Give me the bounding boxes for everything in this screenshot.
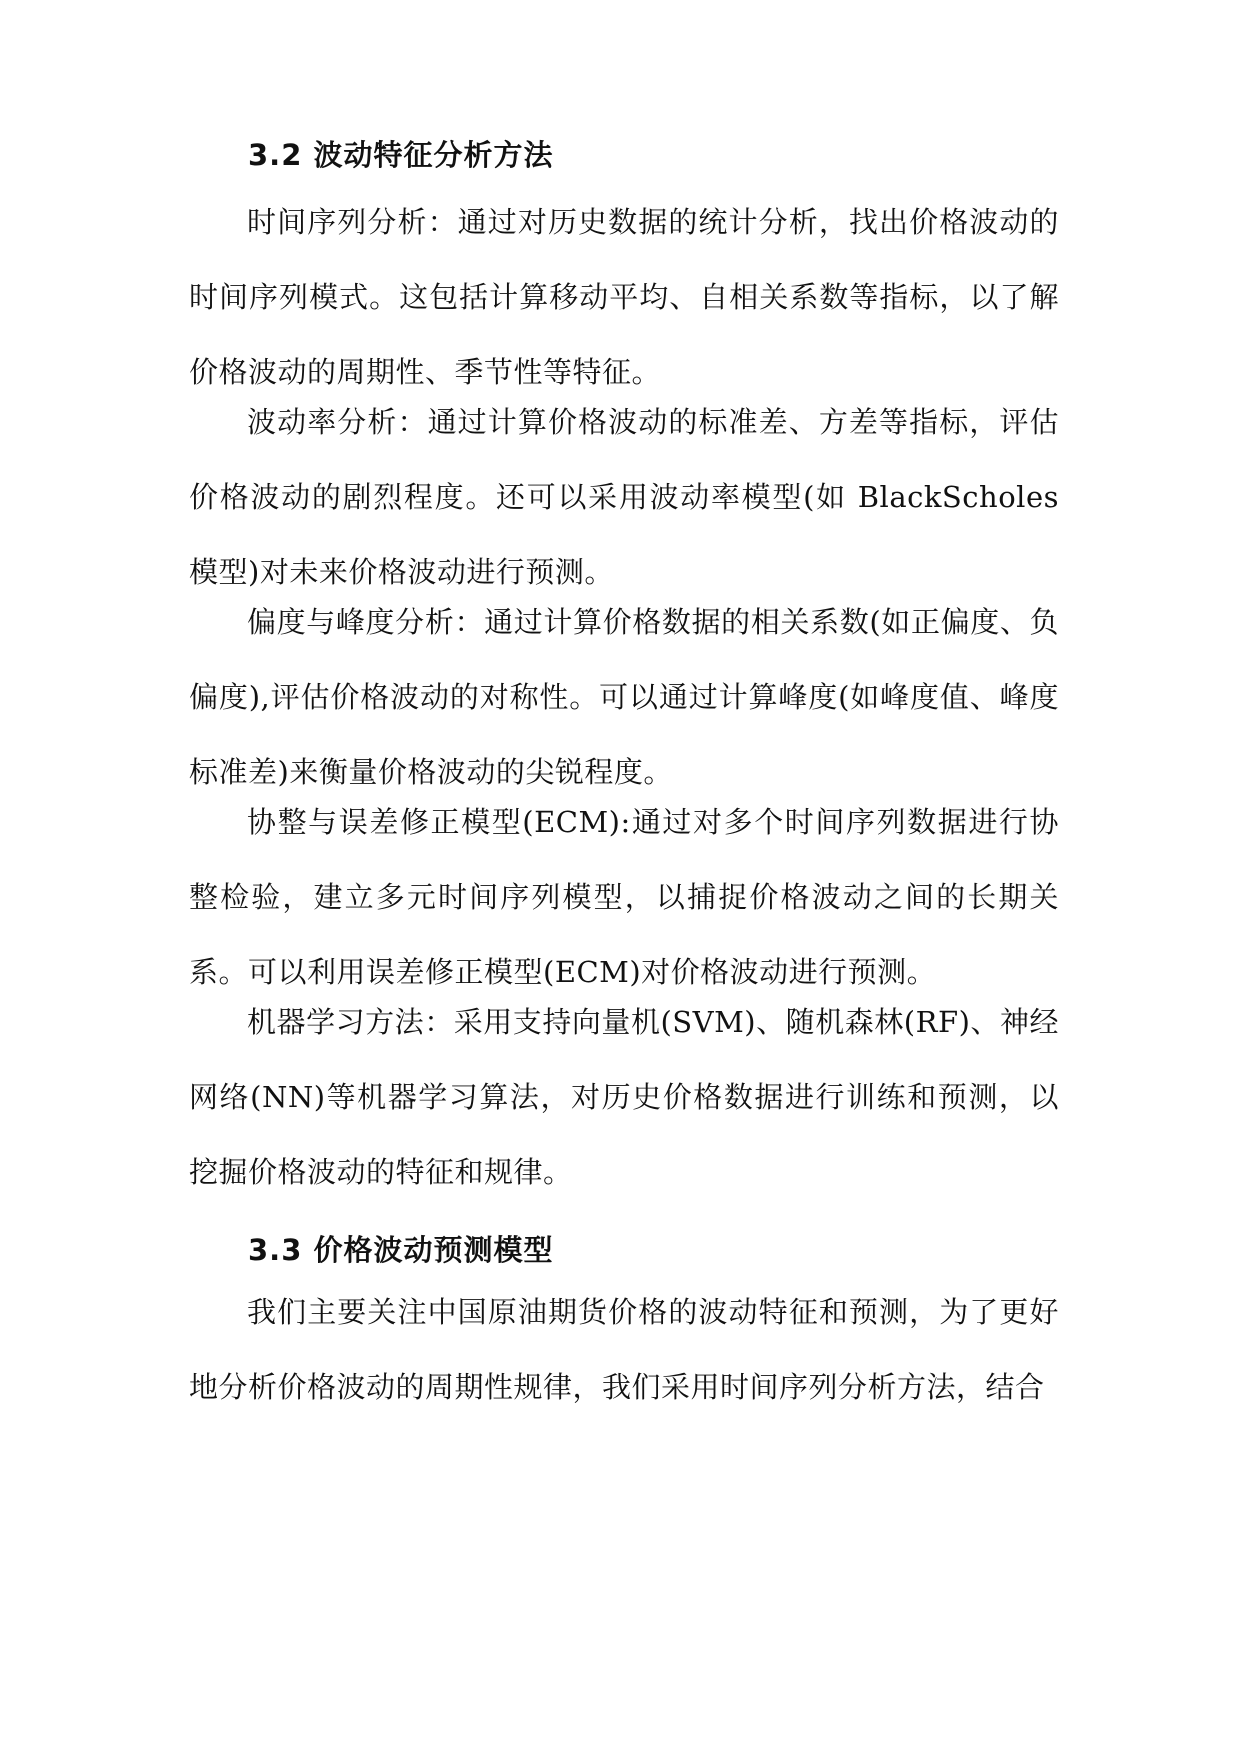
paragraph-machine-learning: 机器学习方法：采用支持向量机(SVM)、随机森林(RF)、神经网络(NN)等机器学习算法，对历史价格数据进行训练和预测，以挖掘价格波动的特征和规律。 [189,1005,1059,1189]
paragraph-skewness-kurtosis: 偏度与峰度分析：通过计算价格数据的相关系数(如正偏度、负偏度),评估价格波动的对称性。可以通过计算峰度(如峰度值、峰度标准差)来衡量价格波动的尖锐程度。 [189,605,1059,789]
section-heading-3-3: 3.3 价格波动预测模型 [248,1233,554,1267]
paragraph-time-series-analysis: 时间序列分析：通过对历史数据的统计分析，找出价格波动的时间序列模式。这包括计算移动平均、自相关系数等指标，以了解价格波动的周期性、季节性等特征。 [189,205,1059,389]
section-heading-3-2: 3.2 波动特征分析方法 [248,138,554,172]
paragraph-volatility-analysis: 波动率分析：通过计算价格波动的标准差、方差等指标，评估价格波动的剧烈程度。还可以采用波动率模型(如 BlackScholes 模型)对未来价格波动进行预测。 [189,405,1059,589]
paragraph-crude-oil-prediction: 我们主要关注中国原油期货价格的波动特征和预测，为了更好地分析价格波动的周期性规律，我们采用时间序列分析方法，结合 [189,1295,1059,1404]
paragraph-cointegration-ecm: 协整与误差修正模型(ECM):通过对多个时间序列数据进行协整检验，建立多元时间序列模型，以捕捉价格波动之间的长期关系。可以利用误差修正模型(ECM)对价格波动进行预测。 [189,805,1059,989]
